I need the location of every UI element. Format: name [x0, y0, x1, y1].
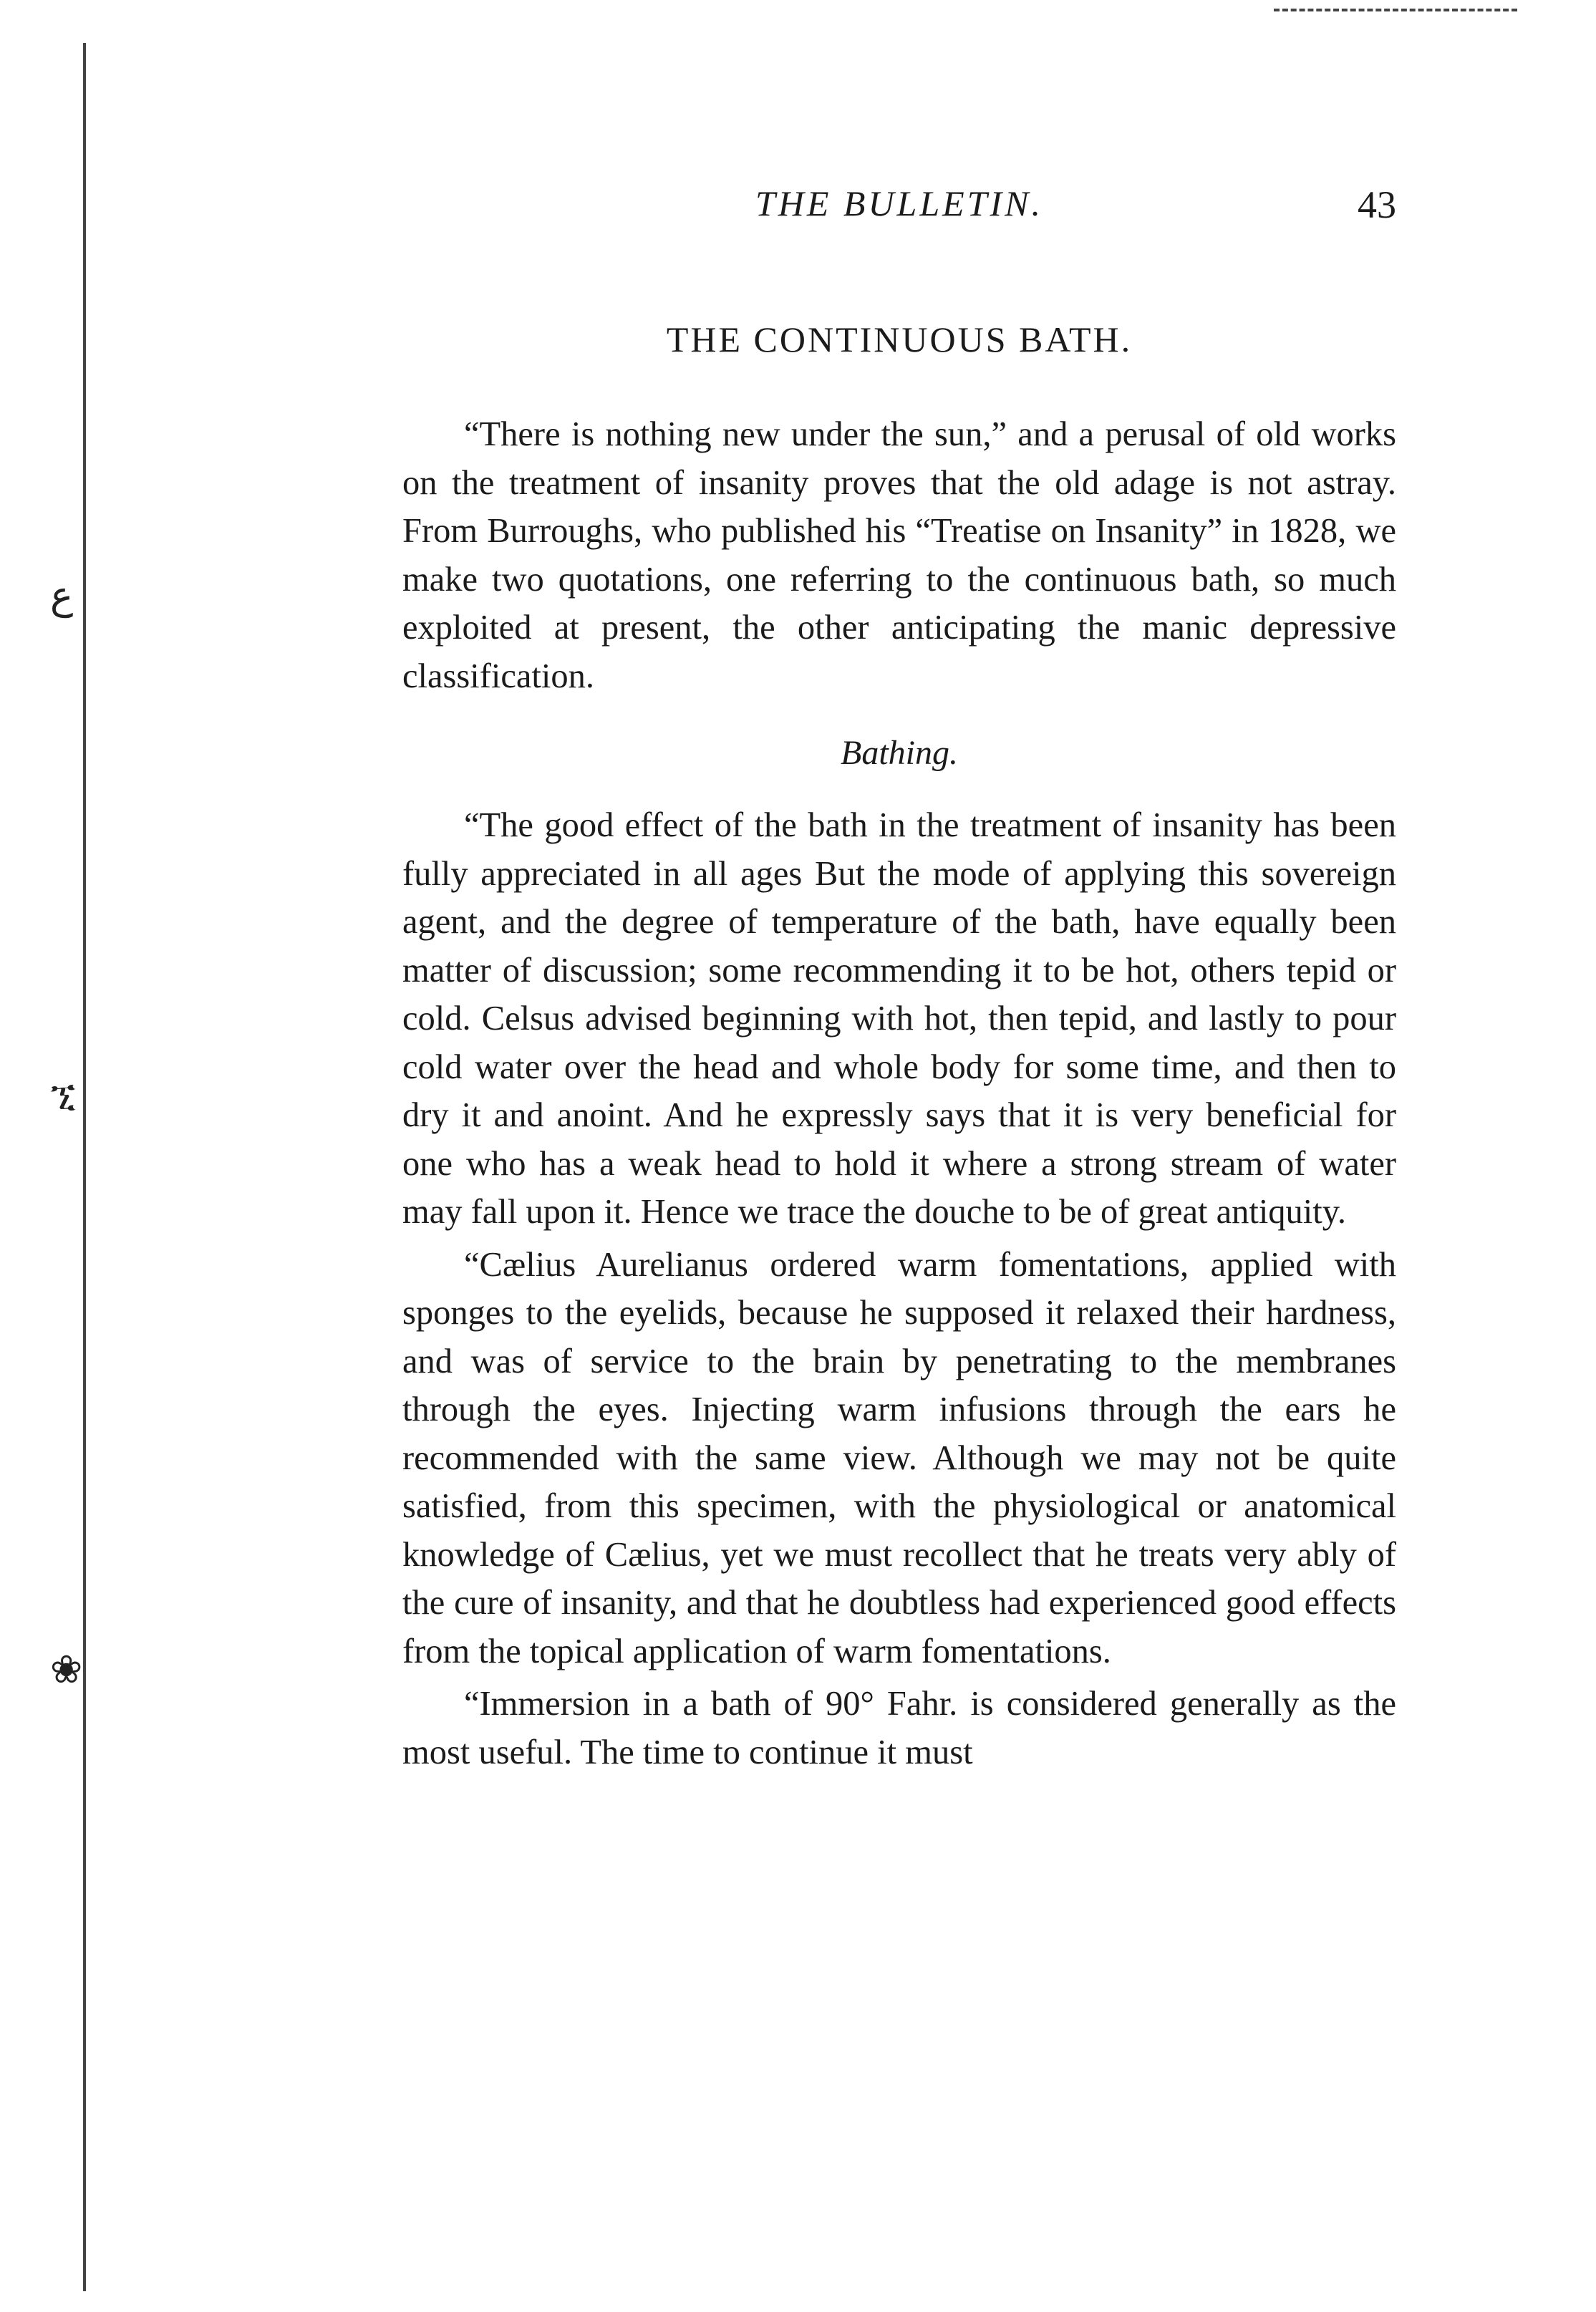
body-paragraph: “Cælius Aurelianus ordered warm fomentations, applied with sponges to the eyelids, because he supposed it relaxed their hardness, and was of service to the brain by penetrating to the membranes through the eyes. Injecting warm infusions through the ears he recommended with the same view. Although we may not be quite satisfied, from this specimen, with the physiological or anatomical knowledge of Cælius, yet we must recollect that he treats very ably of the cure of insanity, and that he doubtless had experienced good effects from the topical application of warm fomentations.: [402, 1245, 1396, 1670]
margin-ink-mark: ❀: [50, 1648, 83, 1691]
page-content: [402, 183, 1396, 1776]
intro-paragraph: “There is nothing new under the sun,” and a perusal of old works on the treatment of insanity proves that the old adage is not astray. From Burroughs, who published his “Treatise on Insanity” in 1828, we make two quotations, one referring to the continuous bath, so much exploited at present, the other anticipating the manic depressive classification.: [402, 415, 1396, 695]
binding-margin-line: [83, 43, 90, 2291]
running-head: [402, 183, 1396, 240]
body-paragraph: “The good effect of the bath in the treatment of insanity has been fully appreciated in all ages But the mode of applying this sovereign agent, and the degree of temperature of the bath, have equally been matter of discussion; some recommending it to be hot, others tepid or cold. Celsus advised beginning with hot, then tepid, and lastly to pour cold water over the head and whole body for some time, and then to dry it and anoint. And he expressly says that it is very beneficial for one who has a weak head to hold it where a strong stream of water may fall upon it. Hence we trace the douche to be of great antiquity.: [402, 806, 1396, 1231]
body-paragraph: “Immersion in a bath of 90° Fahr. is considered generally as the most useful. The time to continue it must: [402, 1685, 1396, 1771]
margin-ink-mark: ኚ: [50, 1075, 76, 1118]
top-edge-scratch: [1274, 9, 1517, 14]
margin-ink-mark: ﻉ: [50, 574, 74, 617]
article-title: THE CONTINUOUS BATH.: [666, 319, 1133, 359]
page-number: 43: [1358, 183, 1396, 226]
running-title: THE BULLETIN.: [755, 183, 1044, 223]
section-heading: Bathing.: [841, 734, 958, 772]
